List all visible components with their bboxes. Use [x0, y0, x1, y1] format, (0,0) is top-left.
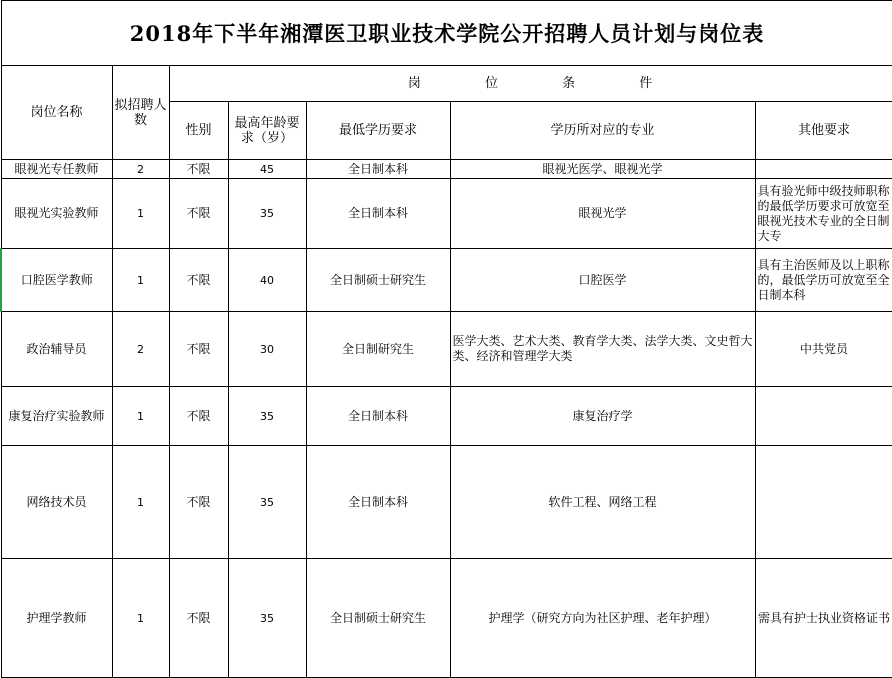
cell-gender: 不限 — [169, 446, 228, 559]
cell-position-name: 网络技术员 — [1, 446, 112, 559]
cell-age: 40 — [228, 249, 306, 312]
cell-count: 1 — [112, 446, 169, 559]
cell-position-name: 政治辅导员 — [1, 312, 112, 387]
cell-major: 眼视光医学、眼视光学 — [450, 160, 755, 179]
table-row — [1, 249, 892, 312]
cell-position-name: 康复治疗实验教师 — [1, 387, 112, 446]
cell-age: 30 — [228, 312, 306, 387]
cell-other — [755, 446, 892, 559]
cell-other: 具有验光师中级技师职称的最低学历要求可放宽至眼视光技术专业的全日制大专 — [755, 179, 892, 249]
cell-major: 口腔医学 — [450, 249, 755, 312]
cell-count: 1 — [112, 387, 169, 446]
header-min-education: 最低学历要求 — [306, 102, 450, 160]
cell-education: 全日制本科 — [306, 160, 450, 179]
header-row-group — [1, 66, 892, 102]
header-other: 其他要求 — [755, 102, 892, 160]
cell-education: 全日制本科 — [306, 387, 450, 446]
cell-position-name: 眼视光实验教师 — [1, 179, 112, 249]
cell-gender: 不限 — [169, 160, 228, 179]
cell-gender: 不限 — [169, 179, 228, 249]
cell-age: 35 — [228, 387, 306, 446]
header-conditions: 岗 位 条 件 — [169, 66, 892, 102]
cell-major: 康复治疗学 — [450, 387, 755, 446]
cell-age: 35 — [228, 446, 306, 559]
table-title: 2018年下半年湘潭医卫职业技术学院公开招聘人员计划与岗位表 — [1, 1, 892, 66]
cell-gender: 不限 — [169, 387, 228, 446]
cell-position-name: 护理学教师 — [1, 559, 112, 678]
cell-age: 35 — [228, 179, 306, 249]
cell-gender: 不限 — [169, 312, 228, 387]
cell-gender: 不限 — [169, 559, 228, 678]
cell-count: 2 — [112, 312, 169, 387]
cell-count: 1 — [112, 249, 169, 312]
cell-other — [755, 387, 892, 446]
table-row — [1, 446, 892, 559]
table-row — [1, 160, 892, 179]
table-row — [1, 312, 892, 387]
cell-major: 护理学（研究方向为社区护理、老年护理） — [450, 559, 755, 678]
header-position-name: 岗位名称 — [1, 66, 112, 160]
cell-gender: 不限 — [169, 249, 228, 312]
cell-other: 需具有护士执业资格证书 — [755, 559, 892, 678]
header-gender: 性别 — [169, 102, 228, 160]
cell-education: 全日制硕士研究生 — [306, 559, 450, 678]
cell-education: 全日制硕士研究生 — [306, 249, 450, 312]
cell-position-name: 眼视光专任教师 — [1, 160, 112, 179]
table-row — [1, 179, 892, 249]
header-num-recruit: 拟招聘人数 — [112, 66, 169, 160]
table-row — [1, 559, 892, 678]
cell-age: 35 — [228, 559, 306, 678]
cell-count: 2 — [112, 160, 169, 179]
cell-education: 全日制研究生 — [306, 312, 450, 387]
cell-other: 具有主治医师及以上职称的，最低学历可放宽至全日制本科 — [755, 249, 892, 312]
cell-major: 医学大类、艺术大类、教育学大类、法学大类、文史哲大类、经济和管理学大类 — [450, 312, 755, 387]
cell-other: 中共党员 — [755, 312, 892, 387]
cell-age: 45 — [228, 160, 306, 179]
cell-major: 软件工程、网络工程 — [450, 446, 755, 559]
title-row — [1, 1, 892, 66]
cell-other — [755, 160, 892, 179]
cell-education: 全日制本科 — [306, 446, 450, 559]
cell-count: 1 — [112, 179, 169, 249]
cell-education: 全日制本科 — [306, 179, 450, 249]
header-major: 学历所对应的专业 — [450, 102, 755, 160]
table-row — [1, 387, 892, 446]
cell-position-name[interactable]: 口腔医学教师 — [1, 249, 112, 312]
cell-major: 眼视光学 — [450, 179, 755, 249]
cell-count: 1 — [112, 559, 169, 678]
header-max-age: 最高年龄要求（岁） — [228, 102, 306, 160]
